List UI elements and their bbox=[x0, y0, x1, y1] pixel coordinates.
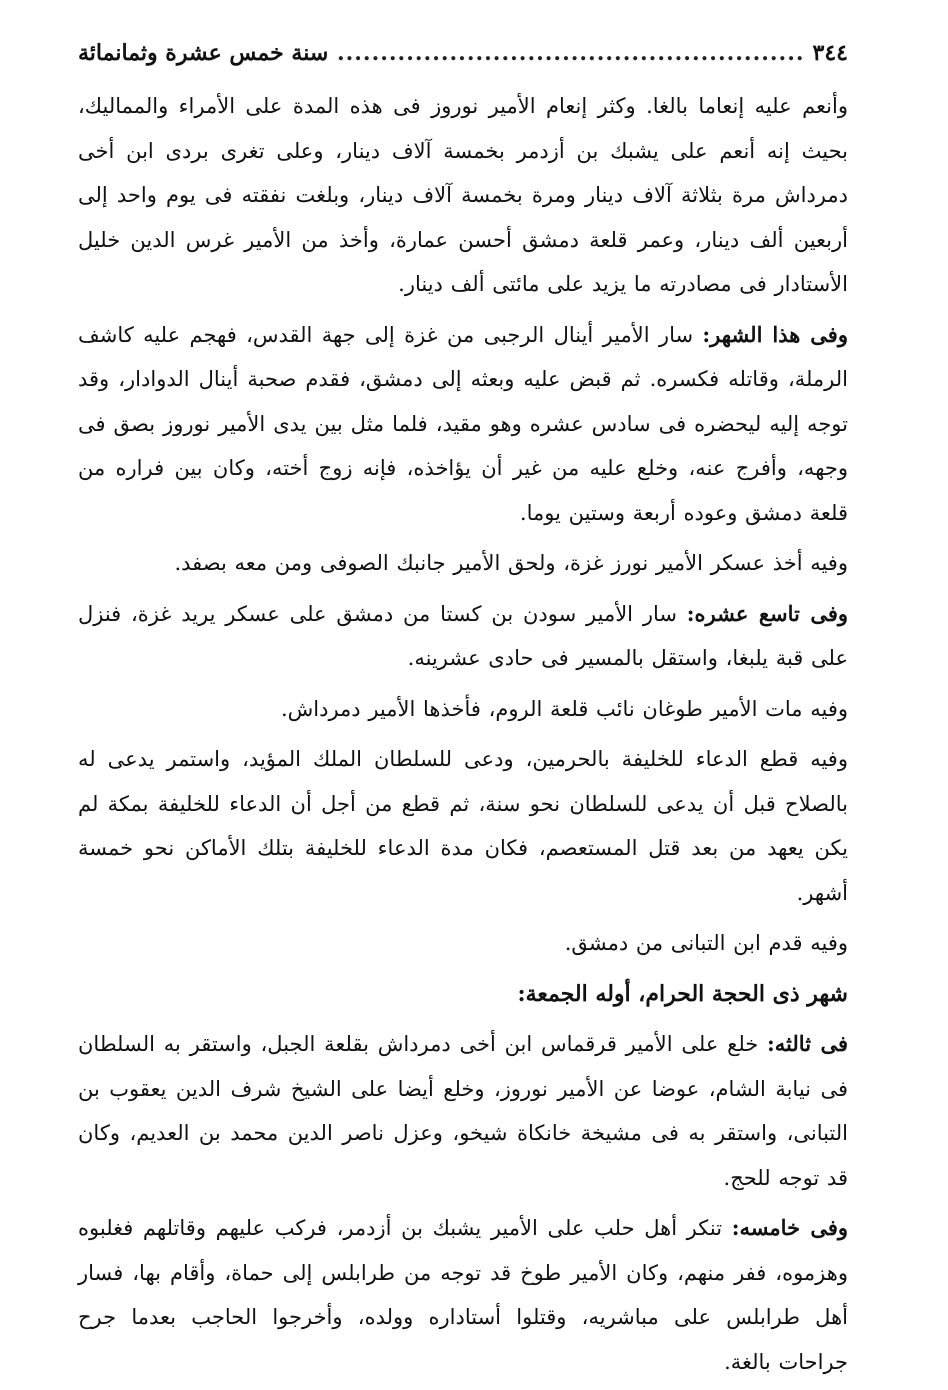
paragraph bbox=[78, 1022, 848, 1200]
paragraph bbox=[78, 737, 848, 915]
paragraph-text: خلع على الأمير قرقماس ابن أخى دمرداش بقلعة الجبل، واستقر به السلطان فى نيابة الشام، عوضا عن الأمير نوروز، وخلع أيضا على الشيخ شرف الدين يعقوب بن التبانى، واستقر به فى مشيخة خانكاة شيخو، وعزل ناصر الدين محمد بن العديم، وكان قد توجه للحج. bbox=[78, 1032, 848, 1190]
paragraph-text: وفيه قطع الدعاء للخليفة بالحرمين، ودعى للسلطان الملك المؤيد، واستمر يدعى له بالصلاح قبل أن يدعى للسلطان نحو سنة، ثم قطع من أجل أن الدعاء للخليفة بمكة لم يكن يعهد من بعد قتل المستعصم، فكان مدة الدعاء للخليفة بتلك الأماكن نحو خمسة أشهر. bbox=[78, 747, 848, 905]
paragraph-text: وفيه مات الأمير طوغان نائب قلعة الروم، فأخذها الأمير دمرداش. bbox=[280, 696, 848, 721]
paragraph-text: سار الأمير أينال الرجبى من غزة إلى جهة القدس، فهجم عليه كاشف الرملة، وقاتله فكسره. ثم قبض عليه وبعثه إلى دمشق، فقدم صحبة أينال الدوادار، وقد توجه إليه ليحضره فى سادس عشره وهو مقيد، فلما مثل بين يدى الأمير نوروز بصق فى وجهه، وأفرج عنه، وخلع عليه من غير أن يؤاخذه، فإنه زوج أخته، وكان بين فراره من قلعة دمشق وعوده أربعة وستين يوما. bbox=[78, 322, 848, 525]
paragraph bbox=[78, 687, 848, 732]
paragraph bbox=[78, 921, 848, 966]
paragraph-text: سار الأمير سودن بن كستا من دمشق على عسكر يريد غزة، فنزل على قبة يلبغا، واستقل بالمسير فى حادى عشرينه. bbox=[78, 601, 848, 670]
paragraph-lead: فى ثالثه: bbox=[767, 1031, 848, 1056]
paragraph-lead: وفى هذا الشهر: bbox=[702, 321, 848, 347]
paragraph bbox=[78, 1206, 848, 1384]
page-number: ٣٤٤ bbox=[812, 40, 848, 66]
paragraph-lead: وفى خامسه: bbox=[731, 1215, 849, 1240]
paragraph bbox=[78, 541, 848, 586]
month-heading: شهر ذى الحجة الحرام، أوله الجمعة: bbox=[517, 980, 848, 1007]
paragraph bbox=[78, 592, 848, 681]
paragraph-text: وفيه أخذ عسكر الأمير نورز غزة، ولحق الأمير جانبك الصوفى ومن معه بصفد. bbox=[174, 551, 848, 575]
paragraph-text: وأنعم عليه إنعاما بالغا. وكثر إنعام الأمير نوروز فى هذه المدة على الأمراء والمماليك، بحيث إنه أنعم على يشبك بن أزدمر بخمسة آلاف دينار، وعلى تغرى بردى ابن أخى دمرداش مرة بثلاثة آلاف دينار ومرة بخمسة آلاف دينار، وبلغت نفقته فى يوم واحد إلى أربعين ألف دينار، وعمر قلعة دمشق أحسن عمارة، وأخذ من الأمير غرس الدين خليل الأستادار فى مصادرته ما يزيد على مائتى ألف دينار. bbox=[78, 94, 848, 296]
paragraph-lead: وفى تاسع عشره: bbox=[686, 600, 848, 626]
paragraph bbox=[78, 313, 848, 536]
paragraph-text: تنكر أهل حلب على الأمير يشبك بن أزدمر، فركب عليهم وقاتلهم فغلبوه وهزموه، ففر منهم، وكان الأمير طوخ قد توجه من طرابلس إلى حماة، وأقام بها، فسار أهل طرابلس على مباشريه، وقتلوا أستاداره وولده، وأخرجوا الحاجب بعدما جرح جراحات بالغة. bbox=[78, 1216, 848, 1374]
paragraph bbox=[78, 84, 848, 307]
book-page bbox=[78, 40, 848, 1390]
paragraph-text: وفيه قدم ابن التبانى من دمشق. bbox=[564, 931, 848, 955]
page-header bbox=[78, 40, 848, 84]
running-title: سنة خمس عشرة وثمانمائة bbox=[78, 40, 329, 66]
leader-dots bbox=[336, 40, 804, 66]
